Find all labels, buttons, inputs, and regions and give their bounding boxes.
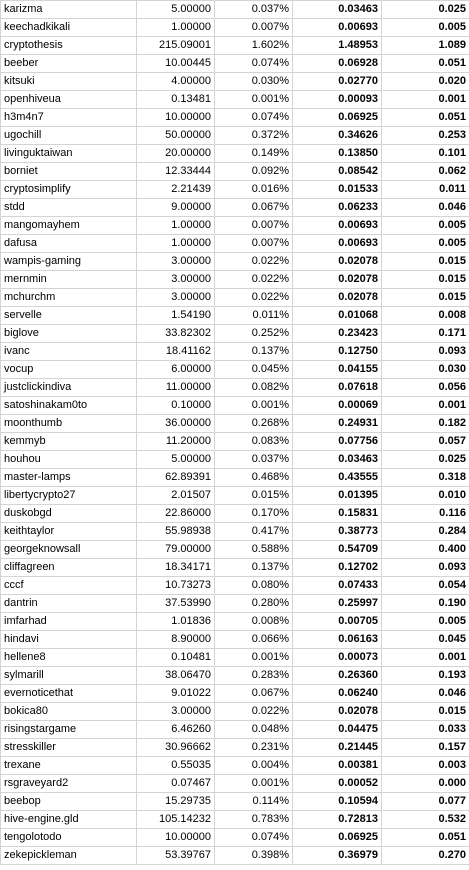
table-row	[1, 595, 469, 613]
cell-account[interactable]: master-lamps	[1, 469, 137, 487]
cell-amount[interactable]: 5.00000	[137, 1, 215, 19]
table-row	[1, 469, 469, 487]
cell-share[interactable]: 0.056	[382, 379, 469, 397]
cell-percent[interactable]: 0.066%	[215, 631, 293, 649]
cell-amount[interactable]: 3.00000	[137, 253, 215, 271]
cell-account[interactable]: dafusa	[1, 235, 137, 253]
cell-percent[interactable]: 0.001%	[215, 397, 293, 415]
cell-value[interactable]: 0.26360	[293, 667, 382, 685]
cell-amount[interactable]: 3.00000	[137, 703, 215, 721]
cell-share[interactable]: 0.101	[382, 145, 469, 163]
cell-account[interactable]: ivanc	[1, 343, 137, 361]
cell-share[interactable]: 0.005	[382, 217, 469, 235]
cell-value[interactable]: 0.08542	[293, 163, 382, 181]
cell-value[interactable]: 0.00052	[293, 775, 382, 793]
table-row	[1, 649, 469, 667]
cell-share[interactable]: 0.033	[382, 721, 469, 739]
cell-value[interactable]: 0.06240	[293, 685, 382, 703]
cell-share[interactable]: 0.253	[382, 127, 469, 145]
cell-amount[interactable]: 18.34171	[137, 559, 215, 577]
cell-percent[interactable]: 0.083%	[215, 433, 293, 451]
cell-share[interactable]: 0.171	[382, 325, 469, 343]
cell-share[interactable]: 0.011	[382, 181, 469, 199]
cell-value[interactable]: 0.00069	[293, 397, 382, 415]
cell-percent[interactable]: 0.001%	[215, 91, 293, 109]
table-row	[1, 217, 469, 235]
cell-value[interactable]: 0.03463	[293, 451, 382, 469]
cell-amount[interactable]: 6.46260	[137, 721, 215, 739]
cell-percent[interactable]: 0.137%	[215, 559, 293, 577]
table-row	[1, 181, 469, 199]
table-row	[1, 289, 469, 307]
cell-value[interactable]: 0.00705	[293, 613, 382, 631]
cell-value[interactable]: 0.00693	[293, 19, 382, 37]
cell-value[interactable]: 0.01068	[293, 307, 382, 325]
cell-amount[interactable]: 8.90000	[137, 631, 215, 649]
cell-percent[interactable]: 0.372%	[215, 127, 293, 145]
cell-percent[interactable]: 0.074%	[215, 109, 293, 127]
cell-value[interactable]: 0.07618	[293, 379, 382, 397]
table-row	[1, 163, 469, 181]
cell-account[interactable]: duskobgd	[1, 505, 137, 523]
cell-share[interactable]: 0.000	[382, 775, 469, 793]
cell-percent[interactable]: 0.067%	[215, 199, 293, 217]
cell-amount[interactable]: 5.00000	[137, 451, 215, 469]
table-row	[1, 127, 469, 145]
cell-percent[interactable]: 0.067%	[215, 685, 293, 703]
cell-amount[interactable]: 4.00000	[137, 73, 215, 91]
cell-amount[interactable]: 15.29735	[137, 793, 215, 811]
cell-value[interactable]: 0.04155	[293, 361, 382, 379]
cell-account[interactable]: evernoticethat	[1, 685, 137, 703]
cell-account[interactable]: libertycrypto27	[1, 487, 137, 505]
table-row	[1, 199, 469, 217]
table-row	[1, 343, 469, 361]
cell-percent[interactable]: 0.588%	[215, 541, 293, 559]
cell-account[interactable]: servelle	[1, 307, 137, 325]
cell-share[interactable]: 0.532	[382, 811, 469, 829]
cell-share[interactable]: 0.400	[382, 541, 469, 559]
cell-account[interactable]: zekepickleman	[1, 847, 137, 865]
table-row	[1, 433, 469, 451]
table-row	[1, 757, 469, 775]
table-row	[1, 451, 469, 469]
table-row	[1, 253, 469, 271]
cell-account[interactable]: openhiveua	[1, 91, 137, 109]
cell-share[interactable]: 0.020	[382, 73, 469, 91]
table-row	[1, 505, 469, 523]
table-row	[1, 685, 469, 703]
table-row	[1, 523, 469, 541]
cell-percent[interactable]: 0.007%	[215, 235, 293, 253]
cell-share[interactable]: 0.051	[382, 829, 469, 847]
cell-percent[interactable]: 0.092%	[215, 163, 293, 181]
table-row	[1, 19, 469, 37]
cell-value[interactable]: 0.10594	[293, 793, 382, 811]
cell-value[interactable]: 0.00693	[293, 235, 382, 253]
cell-account[interactable]: mernmin	[1, 271, 137, 289]
cell-share[interactable]: 0.010	[382, 487, 469, 505]
cell-amount[interactable]: 30.96662	[137, 739, 215, 757]
cell-percent[interactable]: 0.001%	[215, 775, 293, 793]
cell-account[interactable]: beeber	[1, 55, 137, 73]
cell-amount[interactable]: 20.00000	[137, 145, 215, 163]
cell-amount[interactable]: 11.00000	[137, 379, 215, 397]
cell-percent[interactable]: 0.283%	[215, 667, 293, 685]
table-row	[1, 487, 469, 505]
table-row	[1, 73, 469, 91]
cell-account[interactable]: kemmyb	[1, 433, 137, 451]
table-row	[1, 631, 469, 649]
cell-account[interactable]: satoshinakam0to	[1, 397, 137, 415]
cell-percent[interactable]: 0.011%	[215, 307, 293, 325]
cell-account[interactable]: sylmarill	[1, 667, 137, 685]
cell-share[interactable]: 0.193	[382, 667, 469, 685]
cell-value[interactable]: 0.04475	[293, 721, 382, 739]
table-row	[1, 793, 469, 811]
cell-amount[interactable]: 9.00000	[137, 199, 215, 217]
cell-account[interactable]: h3m4n7	[1, 109, 137, 127]
cell-amount[interactable]: 3.00000	[137, 289, 215, 307]
table-row	[1, 541, 469, 559]
cell-value[interactable]: 0.06925	[293, 829, 382, 847]
cell-account[interactable]: tengolotodo	[1, 829, 137, 847]
cell-amount[interactable]: 0.07467	[137, 775, 215, 793]
cell-account[interactable]: houhou	[1, 451, 137, 469]
cell-percent[interactable]: 0.231%	[215, 739, 293, 757]
cell-account[interactable]: cccf	[1, 577, 137, 595]
cell-share[interactable]: 0.025	[382, 451, 469, 469]
table-row	[1, 379, 469, 397]
cell-percent[interactable]: 0.022%	[215, 253, 293, 271]
cell-value[interactable]: 0.54709	[293, 541, 382, 559]
cell-account[interactable]: kitsuki	[1, 73, 137, 91]
cell-value[interactable]: 0.06233	[293, 199, 382, 217]
cell-account[interactable]: keechadkikali	[1, 19, 137, 37]
sheet-body	[1, 1, 469, 865]
cell-account[interactable]: risingstargame	[1, 721, 137, 739]
cell-share[interactable]: 0.190	[382, 595, 469, 613]
cell-account[interactable]: vocup	[1, 361, 137, 379]
cell-share[interactable]: 0.051	[382, 55, 469, 73]
cell-percent[interactable]: 0.016%	[215, 181, 293, 199]
table-row	[1, 775, 469, 793]
cell-account[interactable]: wampis-gaming	[1, 253, 137, 271]
cell-value[interactable]: 0.12750	[293, 343, 382, 361]
cell-share[interactable]: 0.015	[382, 271, 469, 289]
cell-amount[interactable]: 55.98938	[137, 523, 215, 541]
cell-percent[interactable]: 0.048%	[215, 721, 293, 739]
cell-value[interactable]: 0.38773	[293, 523, 382, 541]
cell-amount[interactable]: 10.00000	[137, 109, 215, 127]
table-row	[1, 847, 469, 865]
cell-amount[interactable]: 0.10000	[137, 397, 215, 415]
table-row	[1, 559, 469, 577]
cell-percent[interactable]: 0.280%	[215, 595, 293, 613]
cell-percent[interactable]: 0.022%	[215, 703, 293, 721]
cell-percent[interactable]: 0.268%	[215, 415, 293, 433]
cell-value[interactable]: 0.21445	[293, 739, 382, 757]
cell-percent[interactable]: 0.015%	[215, 487, 293, 505]
cell-account[interactable]: keithtaylor	[1, 523, 137, 541]
cell-value[interactable]: 1.48953	[293, 37, 382, 55]
cell-share[interactable]: 0.093	[382, 343, 469, 361]
cell-percent[interactable]: 0.149%	[215, 145, 293, 163]
cell-account[interactable]: beebop	[1, 793, 137, 811]
cell-percent[interactable]: 0.417%	[215, 523, 293, 541]
cell-account[interactable]: stdd	[1, 199, 137, 217]
cell-amount[interactable]: 18.41162	[137, 343, 215, 361]
cell-share[interactable]: 0.005	[382, 613, 469, 631]
cell-percent[interactable]: 0.037%	[215, 451, 293, 469]
cell-share[interactable]: 0.062	[382, 163, 469, 181]
cell-share[interactable]: 0.025	[382, 1, 469, 19]
cell-account[interactable]: georgeknowsall	[1, 541, 137, 559]
cell-percent[interactable]: 0.001%	[215, 649, 293, 667]
cell-value[interactable]: 0.02078	[293, 703, 382, 721]
cell-percent[interactable]: 0.468%	[215, 469, 293, 487]
cell-share[interactable]: 0.051	[382, 109, 469, 127]
table-row	[1, 91, 469, 109]
table-row	[1, 55, 469, 73]
cell-account[interactable]: biglove	[1, 325, 137, 343]
cell-value[interactable]: 0.03463	[293, 1, 382, 19]
table-row	[1, 613, 469, 631]
cell-value[interactable]: 0.01395	[293, 487, 382, 505]
cell-share[interactable]: 0.270	[382, 847, 469, 865]
table-row	[1, 577, 469, 595]
cell-value[interactable]: 0.23423	[293, 325, 382, 343]
table-row	[1, 829, 469, 847]
cell-percent[interactable]: 0.022%	[215, 289, 293, 307]
cell-value[interactable]: 0.24931	[293, 415, 382, 433]
cell-percent[interactable]: 0.082%	[215, 379, 293, 397]
cell-account[interactable]: rsgraveyard2	[1, 775, 137, 793]
cell-amount[interactable]: 11.20000	[137, 433, 215, 451]
cell-value[interactable]: 0.07756	[293, 433, 382, 451]
cell-value[interactable]: 0.36979	[293, 847, 382, 865]
cell-percent[interactable]: 0.022%	[215, 271, 293, 289]
cell-account[interactable]: mangomayhem	[1, 217, 137, 235]
cell-account[interactable]: cliffagreen	[1, 559, 137, 577]
cell-amount[interactable]: 38.06470	[137, 667, 215, 685]
cell-account[interactable]: dantrin	[1, 595, 137, 613]
cell-share[interactable]: 0.157	[382, 739, 469, 757]
cell-value[interactable]: 0.34626	[293, 127, 382, 145]
cell-share[interactable]: 0.182	[382, 415, 469, 433]
cell-share[interactable]: 0.318	[382, 469, 469, 487]
table-row	[1, 415, 469, 433]
cell-amount[interactable]: 0.13481	[137, 91, 215, 109]
cell-share[interactable]: 0.054	[382, 577, 469, 595]
cell-percent[interactable]: 0.074%	[215, 55, 293, 73]
cell-amount[interactable]: 1.01836	[137, 613, 215, 631]
cell-amount[interactable]: 10.00445	[137, 55, 215, 73]
cell-percent[interactable]: 0.007%	[215, 217, 293, 235]
cell-share[interactable]: 0.015	[382, 253, 469, 271]
table-row	[1, 325, 469, 343]
cell-amount[interactable]: 22.86000	[137, 505, 215, 523]
cell-share[interactable]: 0.046	[382, 685, 469, 703]
cell-percent[interactable]: 0.007%	[215, 19, 293, 37]
cell-percent[interactable]: 0.074%	[215, 829, 293, 847]
cell-value[interactable]: 0.00093	[293, 91, 382, 109]
cell-amount[interactable]: 1.00000	[137, 217, 215, 235]
cell-amount[interactable]: 1.54190	[137, 307, 215, 325]
cell-amount[interactable]: 36.00000	[137, 415, 215, 433]
cell-amount[interactable]: 0.55035	[137, 757, 215, 775]
cell-percent[interactable]: 0.398%	[215, 847, 293, 865]
cell-percent[interactable]: 0.004%	[215, 757, 293, 775]
cell-amount[interactable]: 2.01507	[137, 487, 215, 505]
cell-share[interactable]: 0.005	[382, 19, 469, 37]
table-row	[1, 397, 469, 415]
cell-amount[interactable]: 10.00000	[137, 829, 215, 847]
cell-percent[interactable]: 0.080%	[215, 577, 293, 595]
cell-share[interactable]: 1.089	[382, 37, 469, 55]
cell-account[interactable]: ugochill	[1, 127, 137, 145]
cell-amount[interactable]: 9.01022	[137, 685, 215, 703]
cell-amount[interactable]: 37.53990	[137, 595, 215, 613]
cell-percent[interactable]: 0.170%	[215, 505, 293, 523]
table-row	[1, 37, 469, 55]
cell-amount[interactable]: 2.21439	[137, 181, 215, 199]
cell-account[interactable]: karizma	[1, 1, 137, 19]
cell-value[interactable]: 0.02078	[293, 289, 382, 307]
cell-value[interactable]: 0.06928	[293, 55, 382, 73]
cell-value[interactable]: 0.72813	[293, 811, 382, 829]
cell-amount[interactable]: 62.89391	[137, 469, 215, 487]
cell-percent[interactable]: 0.252%	[215, 325, 293, 343]
cell-value[interactable]: 0.06925	[293, 109, 382, 127]
cell-account[interactable]: hive-engine.gld	[1, 811, 137, 829]
table-row	[1, 145, 469, 163]
cell-account[interactable]: livinguktaiwan	[1, 145, 137, 163]
cell-amount[interactable]: 6.00000	[137, 361, 215, 379]
cell-share[interactable]: 0.005	[382, 235, 469, 253]
cell-percent[interactable]: 0.030%	[215, 73, 293, 91]
cell-account[interactable]: stresskiller	[1, 739, 137, 757]
cell-value[interactable]: 0.12702	[293, 559, 382, 577]
cell-amount[interactable]: 105.14232	[137, 811, 215, 829]
cell-value[interactable]: 0.06163	[293, 631, 382, 649]
cell-percent[interactable]: 0.045%	[215, 361, 293, 379]
cell-value[interactable]: 0.25997	[293, 595, 382, 613]
table-row	[1, 361, 469, 379]
cell-percent[interactable]: 0.783%	[215, 811, 293, 829]
cell-amount[interactable]: 1.00000	[137, 19, 215, 37]
cell-amount[interactable]: 1.00000	[137, 235, 215, 253]
cell-share[interactable]: 0.030	[382, 361, 469, 379]
cell-share[interactable]: 0.008	[382, 307, 469, 325]
cell-account[interactable]: mchurchm	[1, 289, 137, 307]
cell-value[interactable]: 0.43555	[293, 469, 382, 487]
cell-amount[interactable]: 12.33444	[137, 163, 215, 181]
cell-percent[interactable]: 0.008%	[215, 613, 293, 631]
cell-percent[interactable]: 0.114%	[215, 793, 293, 811]
cell-account[interactable]: hellene8	[1, 649, 137, 667]
table-row	[1, 271, 469, 289]
cell-value[interactable]: 0.00693	[293, 217, 382, 235]
cell-share[interactable]: 0.001	[382, 397, 469, 415]
table-row	[1, 109, 469, 127]
cell-amount[interactable]: 79.00000	[137, 541, 215, 559]
cell-share[interactable]: 0.045	[382, 631, 469, 649]
cell-value[interactable]: 0.13850	[293, 145, 382, 163]
cell-value[interactable]: 0.02770	[293, 73, 382, 91]
cell-amount[interactable]: 3.00000	[137, 271, 215, 289]
cell-share[interactable]: 0.015	[382, 703, 469, 721]
cell-amount[interactable]: 53.39767	[137, 847, 215, 865]
cell-share[interactable]: 0.077	[382, 793, 469, 811]
cell-value[interactable]: 0.15831	[293, 505, 382, 523]
cell-account[interactable]: trexane	[1, 757, 137, 775]
cell-account[interactable]: hindavi	[1, 631, 137, 649]
cell-share[interactable]: 0.116	[382, 505, 469, 523]
cell-amount[interactable]: 0.10481	[137, 649, 215, 667]
cell-share[interactable]: 0.093	[382, 559, 469, 577]
table-row	[1, 721, 469, 739]
cell-account[interactable]: cryptothesis	[1, 37, 137, 55]
cell-value[interactable]: 0.02078	[293, 271, 382, 289]
cell-account[interactable]: borniet	[1, 163, 137, 181]
cell-amount[interactable]: 33.82302	[137, 325, 215, 343]
table-row	[1, 703, 469, 721]
table-row	[1, 667, 469, 685]
cell-account[interactable]: justclickindiva	[1, 379, 137, 397]
cell-value[interactable]: 0.02078	[293, 253, 382, 271]
cell-share[interactable]: 0.046	[382, 199, 469, 217]
cell-share[interactable]: 0.001	[382, 91, 469, 109]
cell-share[interactable]: 0.284	[382, 523, 469, 541]
cell-value[interactable]: 0.00073	[293, 649, 382, 667]
cell-account[interactable]: bokica80	[1, 703, 137, 721]
table-row	[1, 1, 469, 19]
table-row	[1, 811, 469, 829]
cell-percent[interactable]: 1.602%	[215, 37, 293, 55]
cell-value[interactable]: 0.01533	[293, 181, 382, 199]
cell-percent[interactable]: 0.137%	[215, 343, 293, 361]
cell-percent[interactable]: 0.037%	[215, 1, 293, 19]
cell-amount[interactable]: 10.73273	[137, 577, 215, 595]
cell-share[interactable]: 0.057	[382, 433, 469, 451]
cell-value[interactable]: 0.07433	[293, 577, 382, 595]
cell-amount[interactable]: 50.00000	[137, 127, 215, 145]
table-row	[1, 235, 469, 253]
cell-share[interactable]: 0.003	[382, 757, 469, 775]
cell-account[interactable]: imfarhad	[1, 613, 137, 631]
table-row	[1, 307, 469, 325]
cell-value[interactable]: 0.00381	[293, 757, 382, 775]
cell-share[interactable]: 0.001	[382, 649, 469, 667]
table-row	[1, 739, 469, 757]
cell-account[interactable]: moonthumb	[1, 415, 137, 433]
cell-account[interactable]: cryptosimplify	[1, 181, 137, 199]
cell-share[interactable]: 0.015	[382, 289, 469, 307]
cell-amount[interactable]: 215.09001	[137, 37, 215, 55]
